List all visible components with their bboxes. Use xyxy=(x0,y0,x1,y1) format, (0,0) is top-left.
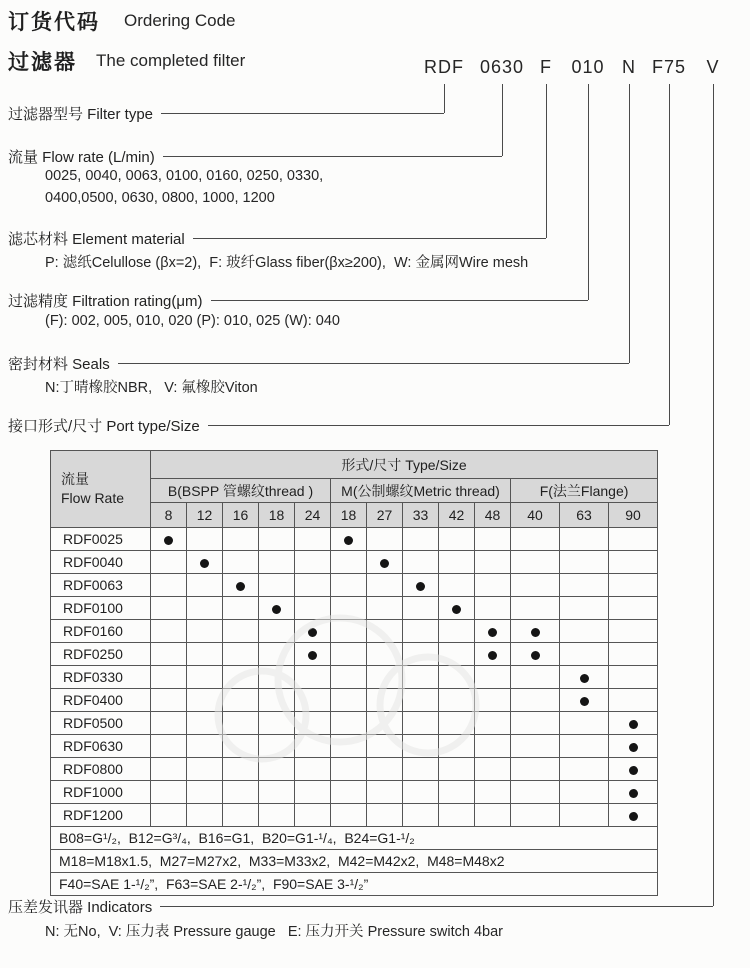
empty-cell xyxy=(295,597,331,620)
availability-dot-cell xyxy=(560,689,609,712)
model-name-cell: RDF0063 xyxy=(51,574,151,597)
connector-line xyxy=(211,300,588,301)
legend-filter-type xyxy=(8,104,444,122)
model-name-cell: RDF0040 xyxy=(51,551,151,574)
empty-cell xyxy=(609,666,658,689)
empty-cell xyxy=(403,712,439,735)
availability-dot-cell xyxy=(151,528,187,551)
dot-icon xyxy=(380,559,389,568)
flow-rate-header-zh: 流量 xyxy=(61,471,89,488)
dot-icon xyxy=(416,582,425,591)
empty-cell xyxy=(609,620,658,643)
size-column-header: 48 xyxy=(475,503,511,528)
element-material-options: P: 滤纸Celullose (βx=2), F: 玻纤Glass fiber(βx≥200), W: 金属网Wire mesh xyxy=(45,255,529,271)
empty-cell xyxy=(331,643,367,666)
dot-icon xyxy=(308,651,317,660)
connector-line xyxy=(444,84,445,113)
empty-cell xyxy=(187,712,223,735)
dot-icon xyxy=(344,536,353,545)
empty-cell xyxy=(560,781,609,804)
empty-cell xyxy=(223,689,259,712)
empty-cell xyxy=(259,528,295,551)
empty-cell xyxy=(403,804,439,827)
legend-filter-type-label: 过滤器型号 Filter type xyxy=(8,105,154,123)
empty-cell xyxy=(151,551,187,574)
empty-cell xyxy=(609,689,658,712)
legend-filtration-rating-label: 过滤精度 Filtration rating(μm) xyxy=(8,292,203,310)
empty-cell xyxy=(560,551,609,574)
dot-icon xyxy=(452,605,461,614)
legend-indicators xyxy=(8,897,713,915)
table-row xyxy=(51,666,658,689)
empty-cell xyxy=(259,735,295,758)
empty-cell xyxy=(259,643,295,666)
availability-dot-cell xyxy=(609,758,658,781)
size-column-header: 8 xyxy=(151,503,187,528)
dot-icon xyxy=(629,720,638,729)
dot-icon xyxy=(308,628,317,637)
flow-rate-header-en: Flow Rate xyxy=(61,490,125,506)
empty-cell xyxy=(439,804,475,827)
empty-cell xyxy=(187,735,223,758)
empty-cell xyxy=(403,781,439,804)
empty-cell xyxy=(259,689,295,712)
group-header-bspp: B(BSPP 管螺纹thread ) xyxy=(151,479,331,503)
port-size-matrix xyxy=(50,450,658,896)
empty-cell xyxy=(439,666,475,689)
size-equivalence-note: B08=G¹/₂, B12=G³/₄, B16=G1, B20=G1-¹/₄, B24=G1-¹/₂ xyxy=(51,827,658,850)
model-name-cell: RDF1000 xyxy=(51,781,151,804)
empty-cell xyxy=(560,804,609,827)
empty-cell xyxy=(367,620,403,643)
table-row xyxy=(51,643,658,666)
dot-icon xyxy=(488,628,497,637)
empty-cell xyxy=(331,735,367,758)
legend-indicators-label: 压差发讯器 Indicators xyxy=(8,898,153,916)
empty-cell xyxy=(331,597,367,620)
empty-cell xyxy=(439,781,475,804)
empty-cell xyxy=(151,574,187,597)
empty-cell xyxy=(511,528,560,551)
size-column-header: 90 xyxy=(609,503,658,528)
empty-cell xyxy=(187,804,223,827)
legend-flow-rate xyxy=(8,147,502,165)
empty-cell xyxy=(187,574,223,597)
model-name-cell: RDF0025 xyxy=(51,528,151,551)
legend-flow-rate-label: 流量 Flow rate (L/min) xyxy=(8,148,155,166)
empty-cell xyxy=(475,689,511,712)
availability-dot-cell xyxy=(295,643,331,666)
empty-cell xyxy=(560,574,609,597)
empty-cell xyxy=(367,689,403,712)
empty-cell xyxy=(511,574,560,597)
connector-line xyxy=(208,425,669,426)
connector-line xyxy=(713,84,714,906)
dot-icon xyxy=(580,674,589,683)
empty-cell xyxy=(609,643,658,666)
table-row xyxy=(51,712,658,735)
empty-cell xyxy=(367,804,403,827)
empty-cell xyxy=(609,574,658,597)
table-row xyxy=(51,597,658,620)
empty-cell xyxy=(367,758,403,781)
dot-icon xyxy=(629,789,638,798)
empty-cell xyxy=(439,551,475,574)
empty-cell xyxy=(511,712,560,735)
empty-cell xyxy=(295,528,331,551)
empty-cell xyxy=(295,804,331,827)
empty-cell xyxy=(403,597,439,620)
flow-rate-column-header xyxy=(51,451,151,528)
table-note-row xyxy=(51,827,658,850)
empty-cell xyxy=(295,781,331,804)
empty-cell xyxy=(367,597,403,620)
empty-cell xyxy=(259,620,295,643)
empty-cell xyxy=(475,735,511,758)
empty-cell xyxy=(331,712,367,735)
empty-cell xyxy=(439,712,475,735)
empty-cell xyxy=(609,597,658,620)
empty-cell xyxy=(367,574,403,597)
empty-cell xyxy=(151,689,187,712)
table-row xyxy=(51,551,658,574)
size-column-header: 24 xyxy=(295,503,331,528)
empty-cell xyxy=(223,643,259,666)
empty-cell xyxy=(439,574,475,597)
availability-dot-cell xyxy=(223,574,259,597)
availability-dot-cell xyxy=(609,735,658,758)
availability-dot-cell xyxy=(367,551,403,574)
dot-icon xyxy=(200,559,209,568)
empty-cell xyxy=(295,574,331,597)
empty-cell xyxy=(187,689,223,712)
dot-icon xyxy=(531,628,540,637)
model-name-cell: RDF0250 xyxy=(51,643,151,666)
legend-port-size xyxy=(8,416,669,434)
empty-cell xyxy=(475,597,511,620)
empty-cell xyxy=(609,551,658,574)
legend-seals-label: 密封材料 Seals xyxy=(8,355,110,373)
empty-cell xyxy=(511,597,560,620)
dot-icon xyxy=(272,605,281,614)
empty-cell xyxy=(331,758,367,781)
empty-cell xyxy=(403,758,439,781)
empty-cell xyxy=(475,781,511,804)
empty-cell xyxy=(187,597,223,620)
table-row xyxy=(51,781,658,804)
seals-options: N:丁晴橡胶NBR, V: 氟橡胶Viton xyxy=(45,380,258,396)
connector-line xyxy=(160,906,713,907)
model-name-cell: RDF0630 xyxy=(51,735,151,758)
connector-line xyxy=(546,84,547,238)
table-row xyxy=(51,528,658,551)
table-row xyxy=(51,804,658,827)
empty-cell xyxy=(295,712,331,735)
code-segment-indicator: V xyxy=(706,57,720,77)
group-header-metric: M(公制螺纹Metric thread) xyxy=(331,479,511,503)
connector-line xyxy=(193,238,546,239)
size-equivalence-note: F40=SAE 1-¹/₂”, F63=SAE 2-¹/₂”, F90=SAE 3-¹/₂” xyxy=(51,873,658,896)
table-row xyxy=(51,758,658,781)
dot-icon xyxy=(580,697,589,706)
empty-cell xyxy=(367,735,403,758)
empty-cell xyxy=(367,712,403,735)
port-size-table xyxy=(50,450,657,896)
availability-dot-cell xyxy=(511,620,560,643)
empty-cell xyxy=(151,781,187,804)
empty-cell xyxy=(259,574,295,597)
empty-cell xyxy=(151,666,187,689)
empty-cell xyxy=(151,804,187,827)
availability-dot-cell xyxy=(187,551,223,574)
availability-dot-cell xyxy=(511,643,560,666)
availability-dot-cell xyxy=(331,528,367,551)
availability-dot-cell xyxy=(560,666,609,689)
empty-cell xyxy=(187,620,223,643)
empty-cell xyxy=(151,597,187,620)
empty-cell xyxy=(223,781,259,804)
empty-cell xyxy=(560,735,609,758)
model-name-cell: RDF0100 xyxy=(51,597,151,620)
empty-cell xyxy=(403,620,439,643)
connector-line xyxy=(502,84,503,156)
model-name-cell: RDF0330 xyxy=(51,666,151,689)
empty-cell xyxy=(295,735,331,758)
empty-cell xyxy=(223,597,259,620)
empty-cell xyxy=(475,551,511,574)
availability-dot-cell xyxy=(259,597,295,620)
dot-icon xyxy=(629,766,638,775)
empty-cell xyxy=(331,666,367,689)
empty-cell xyxy=(223,551,259,574)
model-name-cell: RDF1200 xyxy=(51,804,151,827)
connector-line xyxy=(118,363,629,364)
flow-rate-values-line1: 0025, 0040, 0063, 0100, 0160, 0250, 0330, xyxy=(45,168,324,184)
empty-cell xyxy=(331,574,367,597)
legend-element-material xyxy=(8,229,546,247)
table-row xyxy=(51,735,658,758)
empty-cell xyxy=(187,781,223,804)
filtration-rating-options: (F): 002, 005, 010, 020 (P): 010, 025 (W): 040 xyxy=(45,313,340,329)
empty-cell xyxy=(259,712,295,735)
size-column-header: 16 xyxy=(223,503,259,528)
empty-cell xyxy=(475,528,511,551)
size-column-header: 27 xyxy=(367,503,403,528)
empty-cell xyxy=(475,804,511,827)
empty-cell xyxy=(403,643,439,666)
dot-icon xyxy=(629,812,638,821)
code-segment-element-material: F xyxy=(540,57,552,77)
connector-line xyxy=(669,84,670,425)
section-title-zh: 过滤器 xyxy=(8,51,77,74)
size-column-header: 40 xyxy=(511,503,560,528)
empty-cell xyxy=(367,666,403,689)
empty-cell xyxy=(475,758,511,781)
empty-cell xyxy=(331,781,367,804)
empty-cell xyxy=(560,597,609,620)
empty-cell xyxy=(259,758,295,781)
connector-line xyxy=(588,84,589,300)
table-row xyxy=(51,574,658,597)
empty-cell xyxy=(403,528,439,551)
empty-cell xyxy=(151,758,187,781)
empty-cell xyxy=(439,528,475,551)
empty-cell xyxy=(475,712,511,735)
empty-cell xyxy=(331,689,367,712)
availability-dot-cell xyxy=(609,712,658,735)
code-segment-seals: N xyxy=(622,57,636,77)
empty-cell xyxy=(511,735,560,758)
empty-cell xyxy=(511,689,560,712)
code-segment-port-size: F75 xyxy=(651,57,687,77)
empty-cell xyxy=(560,643,609,666)
dot-icon xyxy=(164,536,173,545)
connector-line xyxy=(629,84,630,363)
size-column-header: 18 xyxy=(259,503,295,528)
code-segment-flow-rate: 0630 xyxy=(479,57,525,77)
empty-cell xyxy=(151,735,187,758)
size-equivalence-note: M18=M18x1.5, M27=M27x2, M33=M33x2, M42=M42x2, M48=M48x2 xyxy=(51,850,658,873)
model-name-cell: RDF0800 xyxy=(51,758,151,781)
empty-cell xyxy=(259,781,295,804)
dot-icon xyxy=(236,582,245,591)
page-title-en: Ordering Code xyxy=(124,11,236,30)
model-name-cell: RDF0400 xyxy=(51,689,151,712)
availability-dot-cell xyxy=(295,620,331,643)
table-note-row xyxy=(51,850,658,873)
code-segment-filtration-rating: 010 xyxy=(571,57,605,77)
empty-cell xyxy=(560,528,609,551)
legend-filtration-rating xyxy=(8,291,588,309)
size-column-header: 42 xyxy=(439,503,475,528)
empty-cell xyxy=(439,735,475,758)
empty-cell xyxy=(223,528,259,551)
empty-cell xyxy=(223,758,259,781)
empty-cell xyxy=(439,620,475,643)
empty-cell xyxy=(187,528,223,551)
availability-dot-cell xyxy=(609,804,658,827)
empty-cell xyxy=(439,689,475,712)
availability-dot-cell xyxy=(439,597,475,620)
empty-cell xyxy=(511,666,560,689)
table-note-row xyxy=(51,873,658,896)
empty-cell xyxy=(511,804,560,827)
empty-cell xyxy=(367,781,403,804)
group-header-flange: F(法兰Flange) xyxy=(511,479,658,503)
empty-cell xyxy=(331,620,367,643)
type-size-header: 形式/尺寸 Type/Size xyxy=(151,451,658,479)
model-name-cell: RDF0160 xyxy=(51,620,151,643)
flow-rate-values-line2: 0400,0500, 0630, 0800, 1000, 1200 xyxy=(45,190,275,206)
empty-cell xyxy=(439,758,475,781)
availability-dot-cell xyxy=(403,574,439,597)
empty-cell xyxy=(475,574,511,597)
empty-cell xyxy=(475,666,511,689)
size-column-header: 33 xyxy=(403,503,439,528)
size-column-header: 12 xyxy=(187,503,223,528)
empty-cell xyxy=(511,758,560,781)
section-title-en: The completed filter xyxy=(96,51,246,70)
empty-cell xyxy=(223,804,259,827)
empty-cell xyxy=(151,643,187,666)
availability-matrix-body xyxy=(51,528,658,896)
empty-cell xyxy=(511,781,560,804)
empty-cell xyxy=(295,551,331,574)
empty-cell xyxy=(403,689,439,712)
page-title-zh: 订货代码 xyxy=(8,11,100,34)
dot-icon xyxy=(488,651,497,660)
empty-cell xyxy=(151,712,187,735)
availability-dot-cell xyxy=(475,620,511,643)
availability-dot-cell xyxy=(609,781,658,804)
legend-port-size-label: 接口形式/尺寸 Port type/Size xyxy=(8,417,200,435)
dot-icon xyxy=(531,651,540,660)
empty-cell xyxy=(259,551,295,574)
empty-cell xyxy=(367,528,403,551)
connector-line xyxy=(161,113,444,114)
empty-cell xyxy=(187,666,223,689)
empty-cell xyxy=(295,689,331,712)
empty-cell xyxy=(151,620,187,643)
connector-line xyxy=(163,156,502,157)
table-row xyxy=(51,689,658,712)
empty-cell xyxy=(187,758,223,781)
legend-element-material-label: 滤芯材料 Element material xyxy=(8,230,185,248)
empty-cell xyxy=(403,735,439,758)
size-column-header: 18 xyxy=(331,503,367,528)
dot-icon xyxy=(629,743,638,752)
empty-cell xyxy=(367,643,403,666)
empty-cell xyxy=(223,666,259,689)
empty-cell xyxy=(259,666,295,689)
empty-cell xyxy=(295,666,331,689)
empty-cell xyxy=(560,758,609,781)
empty-cell xyxy=(331,804,367,827)
legend-seals xyxy=(8,354,629,372)
empty-cell xyxy=(511,551,560,574)
empty-cell xyxy=(223,620,259,643)
empty-cell xyxy=(223,735,259,758)
empty-cell xyxy=(403,551,439,574)
empty-cell xyxy=(187,643,223,666)
empty-cell xyxy=(560,620,609,643)
empty-cell xyxy=(560,712,609,735)
empty-cell xyxy=(609,528,658,551)
model-name-cell: RDF0500 xyxy=(51,712,151,735)
empty-cell xyxy=(331,551,367,574)
size-column-header: 63 xyxy=(560,503,609,528)
empty-cell xyxy=(439,643,475,666)
indicators-options: N: 无No, V: 压力表 Pressure gauge E: 压力开关 Pressure switch 4bar xyxy=(45,924,503,940)
table-row xyxy=(51,620,658,643)
empty-cell xyxy=(295,758,331,781)
empty-cell xyxy=(403,666,439,689)
availability-dot-cell xyxy=(475,643,511,666)
empty-cell xyxy=(223,712,259,735)
empty-cell xyxy=(259,804,295,827)
code-segment-model: RDF xyxy=(424,57,464,77)
